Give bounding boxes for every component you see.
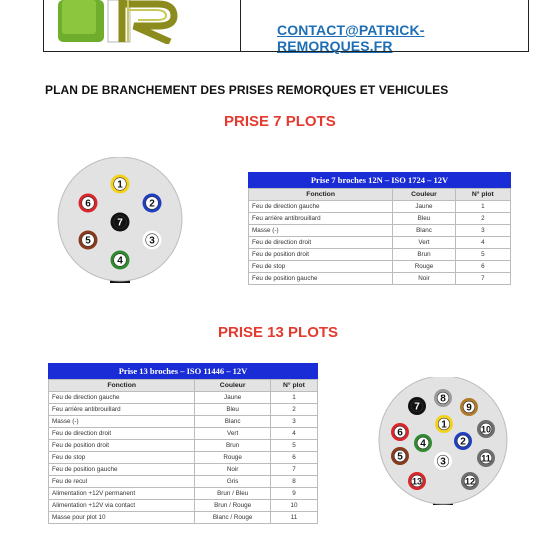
plug-13-pin-diagram: [376, 377, 511, 512]
cell-function: Masse (-): [49, 416, 195, 428]
pin-9-label: 9: [466, 402, 472, 414]
cell-pin: 5: [455, 249, 510, 261]
cell-color: Brun / Bleu: [195, 488, 271, 500]
cell-function: Feu de direction gauche: [249, 201, 393, 213]
cell-pin: 11: [270, 512, 317, 524]
pin-5-label: 5: [85, 235, 91, 247]
cell-pin: 1: [455, 201, 510, 213]
pin-4-label: 4: [420, 438, 426, 450]
pin-3-label: 3: [440, 456, 446, 468]
cell-pin: 7: [270, 464, 317, 476]
cell-function: Feu de position droit: [49, 440, 195, 452]
page-title: PLAN DE BRANCHEMENT DES PRISES REMORQUES ET VEHICULES: [45, 83, 449, 97]
table-row: [249, 249, 511, 261]
cell-color: Noir: [393, 273, 455, 285]
cell-color: Gris: [195, 476, 271, 488]
table-row: [49, 440, 318, 452]
table-row: [249, 201, 511, 213]
company-logo: [58, 0, 228, 44]
table-row: [49, 512, 318, 524]
cell-color: Bleu: [393, 213, 455, 225]
cell-color: Jaune: [195, 392, 271, 404]
col-header-pin: N° plot: [270, 380, 317, 392]
cell-color: Brun: [393, 249, 455, 261]
cell-color: Brun / Rouge: [195, 500, 271, 512]
cell-color: Blanc / Rouge: [195, 512, 271, 524]
cell-function: Feu de position gauche: [49, 464, 195, 476]
col-header-function: Fonction: [249, 189, 393, 201]
table-row: [49, 392, 318, 404]
pin-6-label: 6: [85, 198, 91, 210]
cell-function: Alimentation +12V via contact: [49, 500, 195, 512]
table-row: [49, 476, 318, 488]
cell-pin: 2: [270, 404, 317, 416]
table-row: [249, 237, 511, 249]
cell-color: Vert: [195, 428, 271, 440]
cell-function: Alimentation +12V permanent: [49, 488, 195, 500]
cell-function: Feu de direction droit: [249, 237, 393, 249]
table-row: [249, 273, 511, 285]
cell-pin: 2: [455, 213, 510, 225]
cell-color: Blanc: [195, 416, 271, 428]
cell-pin: 4: [270, 428, 317, 440]
cell-color: Blanc: [393, 225, 455, 237]
pin-5-label: 5: [397, 451, 403, 463]
cell-function: Masse pour plot 10: [49, 512, 195, 524]
cell-function: Feu de direction gauche: [49, 392, 195, 404]
cell-function: Feu de recul: [49, 476, 195, 488]
cell-color: Vert: [393, 237, 455, 249]
cell-color: Rouge: [195, 452, 271, 464]
col-header-color: Couleur: [195, 380, 271, 392]
table-row: [49, 488, 318, 500]
pin-1-label: 1: [441, 419, 447, 431]
cell-pin: 7: [455, 273, 510, 285]
contact-email-link[interactable]: CONTACT@PATRICK-REMORQUES.FR: [277, 22, 425, 54]
pin-6-label: 6: [397, 427, 403, 439]
table-row: [249, 213, 511, 225]
cell-pin: 3: [455, 225, 510, 237]
cell-color: Bleu: [195, 404, 271, 416]
table-7-caption: Prise 7 broches 12N – ISO 1724 – 12V: [248, 172, 511, 188]
cell-function: Feu de stop: [249, 261, 393, 273]
pin-11-label: 11: [481, 453, 491, 464]
table-row: [49, 452, 318, 464]
table-row: [49, 404, 318, 416]
table-row: [249, 225, 511, 237]
pin-2-label: 2: [149, 198, 155, 210]
pin-7-label: 7: [414, 401, 420, 413]
table-7-pin: [248, 172, 511, 285]
pin-1-label: 1: [117, 179, 123, 191]
cell-color: Rouge: [393, 261, 455, 273]
cell-color: Brun: [195, 440, 271, 452]
pin-12-label: 12: [464, 476, 476, 487]
cell-function: Masse (-): [249, 225, 393, 237]
table-row: [49, 416, 318, 428]
col-header-color: Couleur: [393, 189, 455, 201]
cell-function: Feu de position droit: [249, 249, 393, 261]
cell-color: Noir: [195, 464, 271, 476]
cell-function: Feu de stop: [49, 452, 195, 464]
cell-color: Jaune: [393, 201, 455, 213]
table-row: [49, 428, 318, 440]
cell-pin: 1: [270, 392, 317, 404]
pin-4-label: 4: [117, 255, 123, 267]
cell-pin: 4: [455, 237, 510, 249]
table-13-caption: Prise 13 broches – ISO 11446 – 12V: [48, 363, 318, 379]
table-row: [249, 261, 511, 273]
cell-pin: 5: [270, 440, 317, 452]
section-13-title: PRISE 13 PLOTS: [218, 324, 339, 341]
col-header-pin: N° plot: [455, 189, 510, 201]
col-header-function: Fonction: [49, 380, 195, 392]
cell-function: Feu de position gauche: [249, 273, 393, 285]
pin-13-label: 13: [411, 476, 423, 487]
table-row: [49, 500, 318, 512]
header-divider: [240, 0, 241, 51]
header-box: [43, 0, 529, 52]
cell-pin: 6: [455, 261, 510, 273]
pin-8-label: 8: [440, 393, 446, 405]
pin-10-label: 10: [480, 424, 492, 435]
cell-function: Feu de direction droit: [49, 428, 195, 440]
cell-pin: 10: [270, 500, 317, 512]
pin-7-label: 7: [117, 217, 123, 229]
cell-function: Feu arrière antibrouillard: [249, 213, 393, 225]
cell-pin: 6: [270, 452, 317, 464]
cell-pin: 3: [270, 416, 317, 428]
section-7-title: PRISE 7 PLOTS: [224, 113, 336, 130]
cell-function: Feu arrière antibrouillard: [49, 404, 195, 416]
cell-pin: 9: [270, 488, 317, 500]
table-13-pin: [48, 363, 318, 524]
pin-3-label: 3: [149, 235, 155, 247]
table-row: [49, 464, 318, 476]
pin-2-label: 2: [460, 436, 466, 448]
plug-7-pin-diagram: [55, 157, 185, 287]
cell-pin: 8: [270, 476, 317, 488]
